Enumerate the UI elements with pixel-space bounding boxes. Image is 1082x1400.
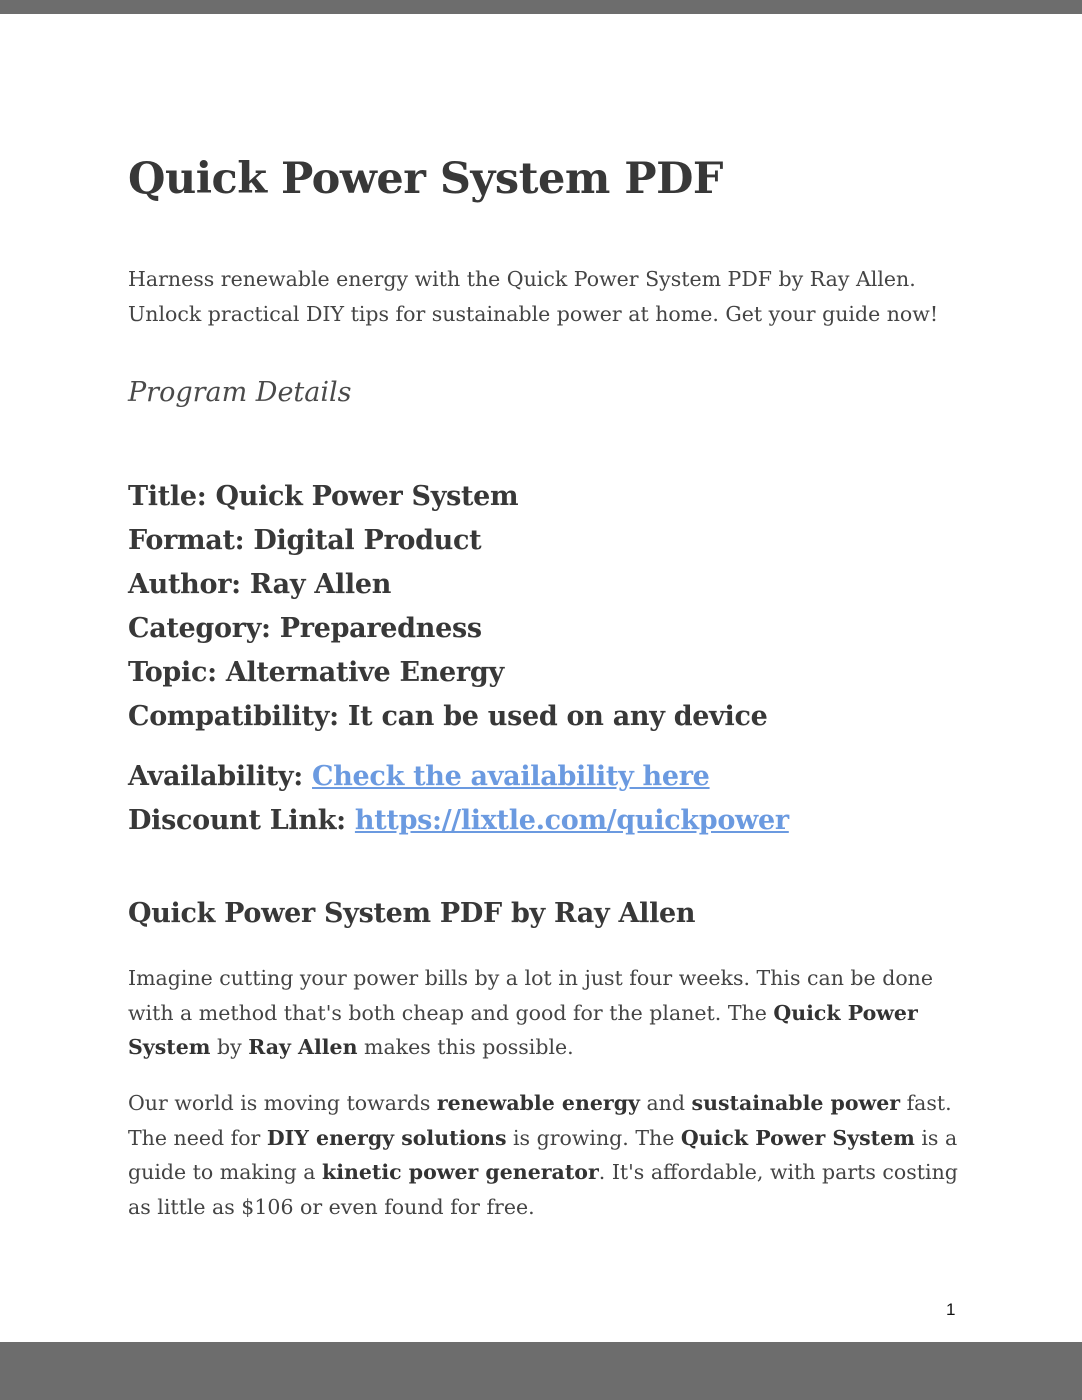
p2-text-6: . It's affordable, with parts costing as little as $106 or even found for free. [128,1160,958,1219]
page-title: Quick Power System PDF [128,154,723,204]
section-heading: Quick Power System PDF by Ray Allen [128,898,696,929]
p1-bold-2: Ray Allen [248,1035,358,1059]
intro-text: Harness renewable energy with the Quick Power System PDF by Ray Allen. Unlock practical DIY tips for sustainable power at home. Get your guide now! [128,267,939,326]
p2-text-1: Our world is moving towards [128,1091,437,1115]
p2-bold-2: sustainable power [691,1091,901,1115]
program-details-list [128,475,768,739]
links-block [128,755,789,843]
p1-text-1: Imagine cutting your power bills by a lot in just four weeks. This can be done with a method that's both cheap and good for the planet. The [128,966,933,1025]
discount-link[interactable]: https://lixtle.com/quickpower [354,805,789,836]
p2-text-2: and [639,1091,692,1115]
p2-text-3: fast. The need for [128,1091,952,1150]
detail-author: Author: Ray Allen [128,569,392,600]
program-details-heading: Program Details [128,377,352,408]
p2-bold-3: DIY energy solutions [266,1125,507,1150]
availability-label: Availability: [128,761,313,792]
viewer-bottom-bar [0,1342,1082,1400]
availability-row [128,755,789,799]
p2-text-5: is a guide to making a [128,1125,958,1184]
document-page [0,14,1082,1342]
detail-format: Format: Digital Product [128,525,482,556]
discount-label: Discount Link: [128,805,355,836]
detail-title: Title: Quick Power System [128,481,519,512]
p1-bold-1: Quick Power System [128,1000,918,1059]
p1-text-3: makes this possible. [357,1035,574,1059]
detail-compatibility: Compatibility: It can be used on any device [128,701,768,732]
p2-bold-1: renewable energy [436,1091,640,1115]
p2-text-4: is growing. The [506,1125,681,1150]
detail-topic: Topic: Alternative Energy [128,657,504,688]
discount-row [128,799,789,843]
availability-link[interactable]: Check the availability here [312,761,710,792]
p2-bold-4: Quick Power System [680,1125,915,1150]
paragraph-2 [128,1086,958,1224]
paragraph-1 [128,961,958,1065]
p1-text-2: by [210,1035,249,1059]
detail-category: Category: Preparedness [128,613,482,644]
page-number: 1 [946,1300,956,1319]
p2-bold-5: kinetic power generator [321,1160,599,1184]
